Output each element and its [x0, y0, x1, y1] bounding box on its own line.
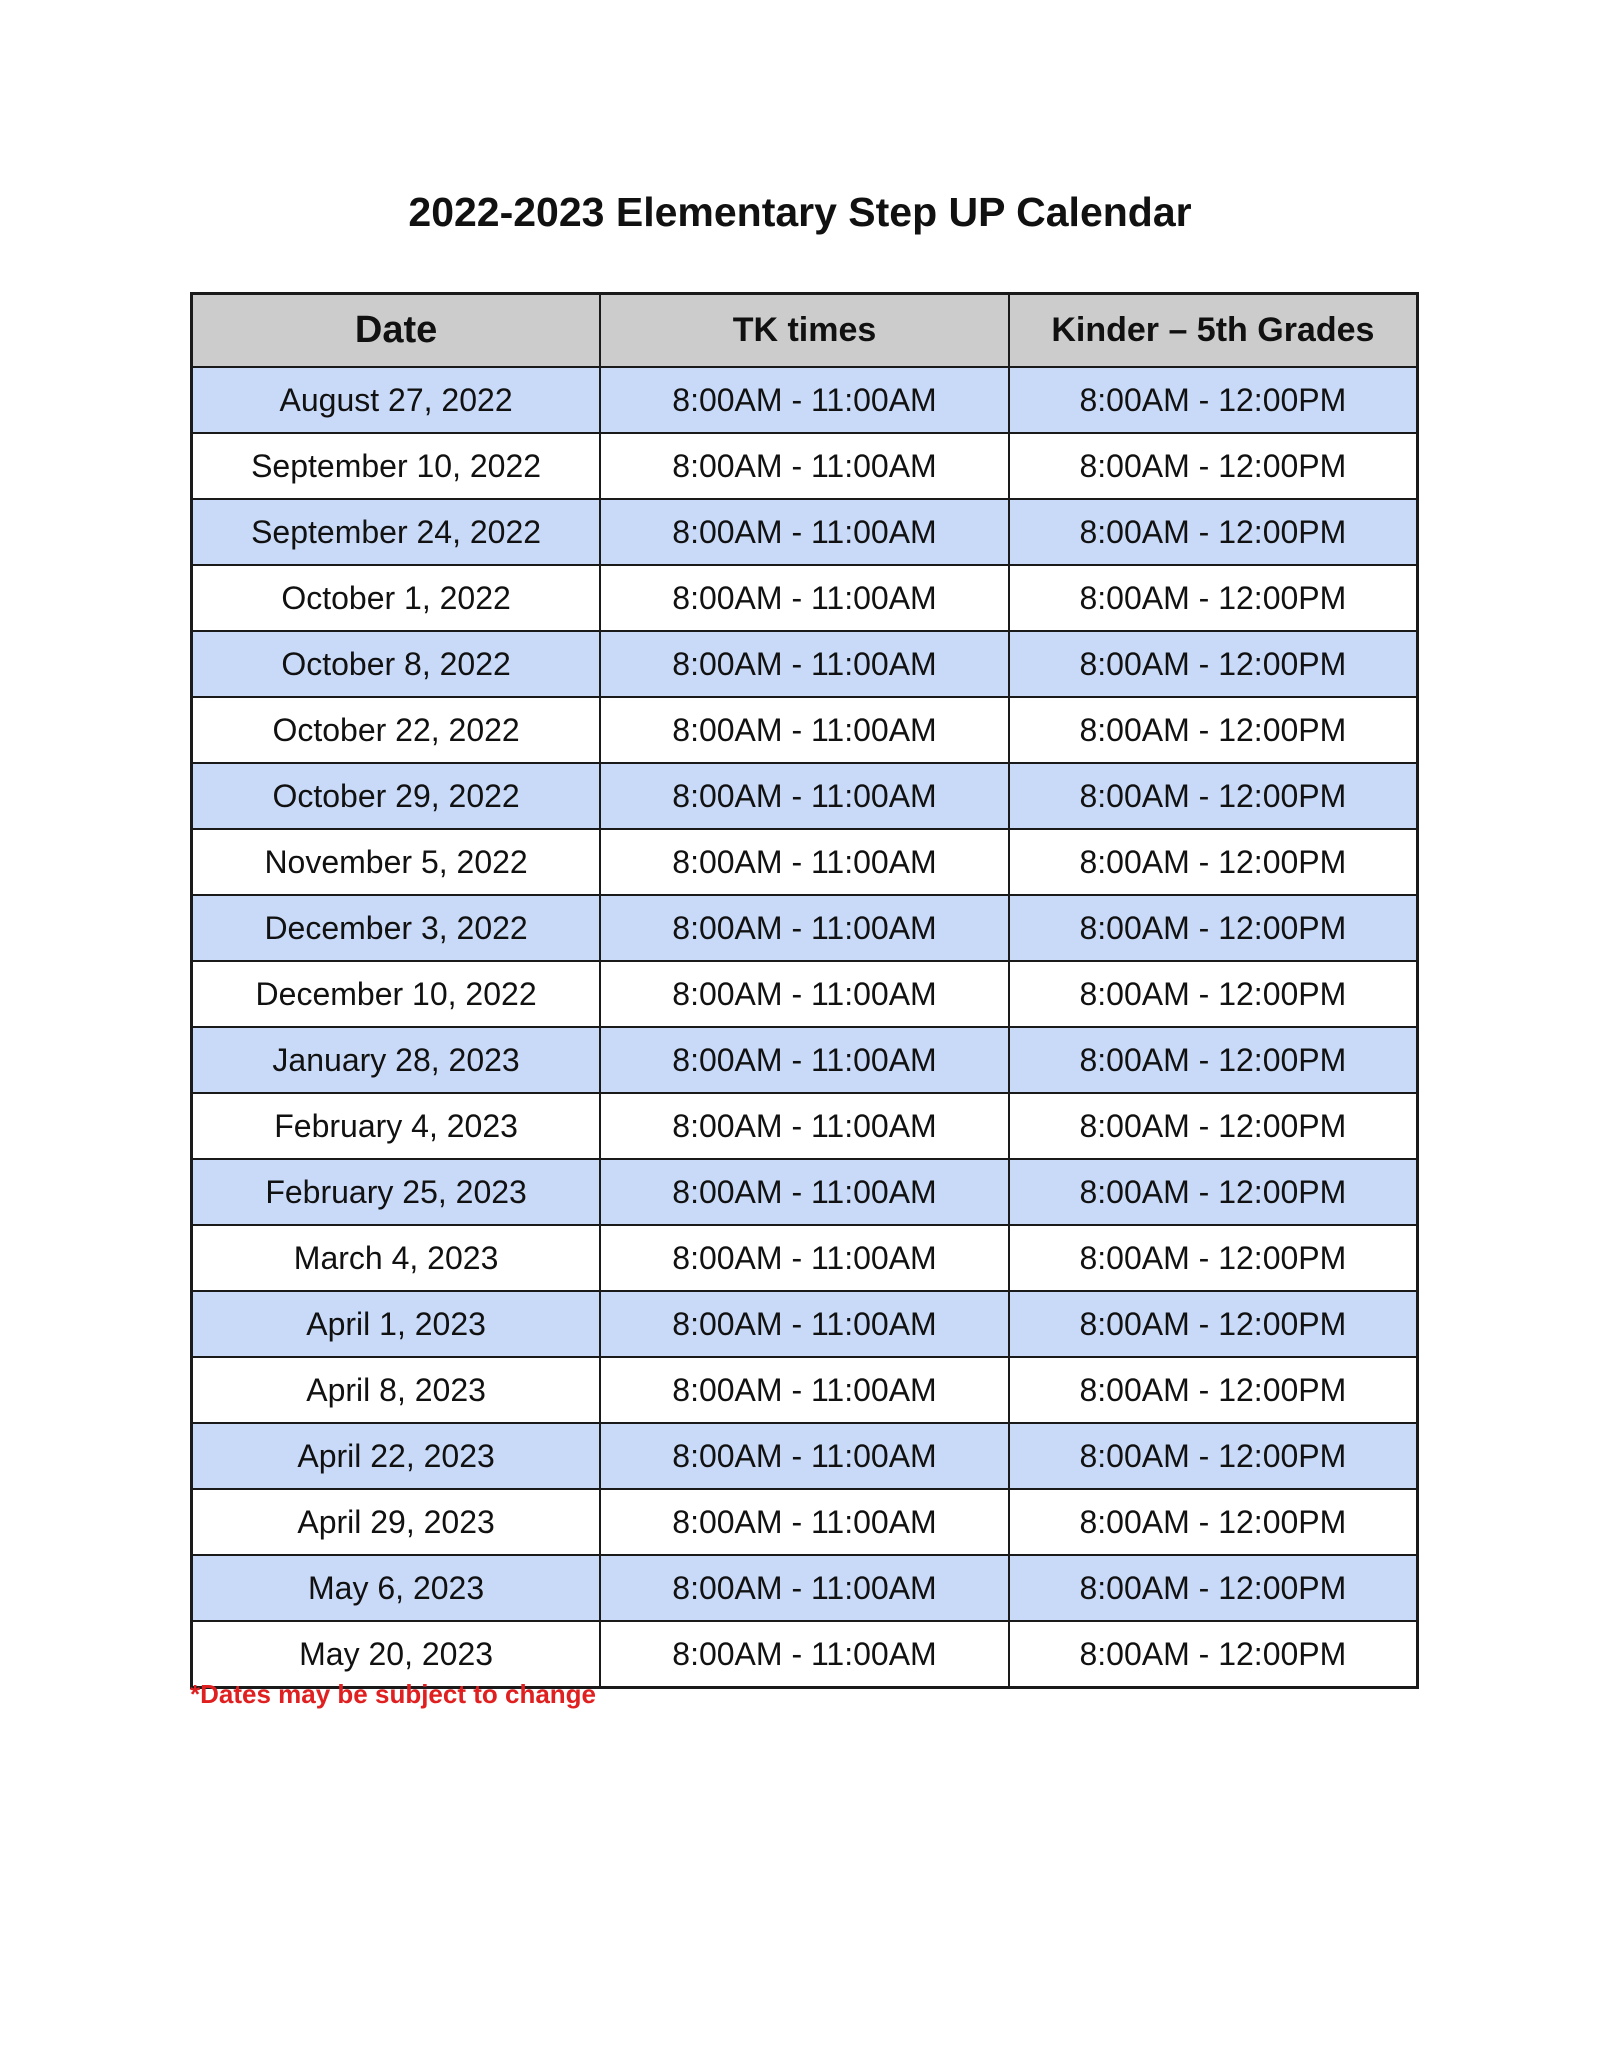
- tk-times-cell: 8:00AM - 11:00AM: [600, 829, 1009, 895]
- kinder-times-cell: 8:00AM - 12:00PM: [1009, 1621, 1418, 1688]
- tk-times-cell: 8:00AM - 11:00AM: [600, 1555, 1009, 1621]
- kinder-times-cell: 8:00AM - 12:00PM: [1009, 763, 1418, 829]
- tk-times-cell: 8:00AM - 11:00AM: [600, 1423, 1009, 1489]
- table-body: [192, 367, 1418, 1688]
- kinder-times-cell: 8:00AM - 12:00PM: [1009, 1093, 1418, 1159]
- date-cell: December 10, 2022: [192, 961, 601, 1027]
- kinder-times-cell: 8:00AM - 12:00PM: [1009, 895, 1418, 961]
- table-row: [192, 1225, 1418, 1291]
- tk-times-cell: 8:00AM - 11:00AM: [600, 895, 1009, 961]
- tk-times-cell: 8:00AM - 11:00AM: [600, 631, 1009, 697]
- tk-times-cell: 8:00AM - 11:00AM: [600, 697, 1009, 763]
- header-row: [192, 294, 1418, 368]
- date-cell: April 29, 2023: [192, 1489, 601, 1555]
- kinder-times-cell: 8:00AM - 12:00PM: [1009, 367, 1418, 433]
- date-cell: February 25, 2023: [192, 1159, 601, 1225]
- date-cell: April 22, 2023: [192, 1423, 601, 1489]
- tk-times-cell: 8:00AM - 11:00AM: [600, 367, 1009, 433]
- date-cell: April 8, 2023: [192, 1357, 601, 1423]
- table-row: [192, 367, 1418, 433]
- table-row: [192, 1027, 1418, 1093]
- tk-times-cell: 8:00AM - 11:00AM: [600, 1093, 1009, 1159]
- date-cell: February 4, 2023: [192, 1093, 601, 1159]
- tk-times-cell: 8:00AM - 11:00AM: [600, 763, 1009, 829]
- table-row: [192, 829, 1418, 895]
- table-row: [192, 1093, 1418, 1159]
- tk-times-cell: 8:00AM - 11:00AM: [600, 1489, 1009, 1555]
- date-cell: October 29, 2022: [192, 763, 601, 829]
- kinder-times-cell: 8:00AM - 12:00PM: [1009, 961, 1418, 1027]
- tk-times-cell: 8:00AM - 11:00AM: [600, 565, 1009, 631]
- table-row: [192, 1555, 1418, 1621]
- date-cell: May 6, 2023: [192, 1555, 601, 1621]
- table-row: [192, 1489, 1418, 1555]
- column-header-kinder-5th: Kinder – 5th Grades: [1009, 294, 1418, 368]
- tk-times-cell: 8:00AM - 11:00AM: [600, 1621, 1009, 1688]
- tk-times-cell: 8:00AM - 11:00AM: [600, 1357, 1009, 1423]
- date-cell: September 24, 2022: [192, 499, 601, 565]
- date-cell: November 5, 2022: [192, 829, 601, 895]
- tk-times-cell: 8:00AM - 11:00AM: [600, 1225, 1009, 1291]
- date-cell: September 10, 2022: [192, 433, 601, 499]
- footnote: *Dates may be subject to change: [190, 1679, 597, 1709]
- kinder-times-cell: 8:00AM - 12:00PM: [1009, 433, 1418, 499]
- table-row: [192, 1159, 1418, 1225]
- tk-times-cell: 8:00AM - 11:00AM: [600, 961, 1009, 1027]
- table-row: [192, 895, 1418, 961]
- tk-times-cell: 8:00AM - 11:00AM: [600, 1291, 1009, 1357]
- table-header: [192, 294, 1418, 368]
- kinder-times-cell: 8:00AM - 12:00PM: [1009, 1159, 1418, 1225]
- table-row: [192, 499, 1418, 565]
- table-row: [192, 1423, 1418, 1489]
- kinder-times-cell: 8:00AM - 12:00PM: [1009, 1423, 1418, 1489]
- kinder-times-cell: 8:00AM - 12:00PM: [1009, 1555, 1418, 1621]
- date-cell: October 22, 2022: [192, 697, 601, 763]
- kinder-times-cell: 8:00AM - 12:00PM: [1009, 1489, 1418, 1555]
- date-cell: April 1, 2023: [192, 1291, 601, 1357]
- kinder-times-cell: 8:00AM - 12:00PM: [1009, 499, 1418, 565]
- tk-times-cell: 8:00AM - 11:00AM: [600, 1027, 1009, 1093]
- table-row: [192, 565, 1418, 631]
- kinder-times-cell: 8:00AM - 12:00PM: [1009, 565, 1418, 631]
- schedule-table: [190, 292, 1419, 1689]
- table-row: [192, 1291, 1418, 1357]
- date-cell: August 27, 2022: [192, 367, 601, 433]
- table-row: [192, 961, 1418, 1027]
- kinder-times-cell: 8:00AM - 12:00PM: [1009, 1225, 1418, 1291]
- date-cell: October 8, 2022: [192, 631, 601, 697]
- kinder-times-cell: 8:00AM - 12:00PM: [1009, 697, 1418, 763]
- kinder-times-cell: 8:00AM - 12:00PM: [1009, 1027, 1418, 1093]
- column-header-tk-times: TK times: [600, 294, 1009, 368]
- tk-times-cell: 8:00AM - 11:00AM: [600, 499, 1009, 565]
- kinder-times-cell: 8:00AM - 12:00PM: [1009, 1357, 1418, 1423]
- table-row: [192, 1357, 1418, 1423]
- date-cell: December 3, 2022: [192, 895, 601, 961]
- table-row: [192, 631, 1418, 697]
- kinder-times-cell: 8:00AM - 12:00PM: [1009, 1291, 1418, 1357]
- table-row: [192, 697, 1418, 763]
- tk-times-cell: 8:00AM - 11:00AM: [600, 433, 1009, 499]
- date-cell: May 20, 2023: [192, 1621, 601, 1688]
- table-row: [192, 763, 1418, 829]
- date-cell: March 4, 2023: [192, 1225, 601, 1291]
- date-cell: January 28, 2023: [192, 1027, 601, 1093]
- date-cell: October 1, 2022: [192, 565, 601, 631]
- tk-times-cell: 8:00AM - 11:00AM: [600, 1159, 1009, 1225]
- kinder-times-cell: 8:00AM - 12:00PM: [1009, 631, 1418, 697]
- page-title: 2022-2023 Elementary Step UP Calendar: [408, 189, 1192, 235]
- table-row: [192, 433, 1418, 499]
- column-header-date: Date: [192, 294, 601, 368]
- kinder-times-cell: 8:00AM - 12:00PM: [1009, 829, 1418, 895]
